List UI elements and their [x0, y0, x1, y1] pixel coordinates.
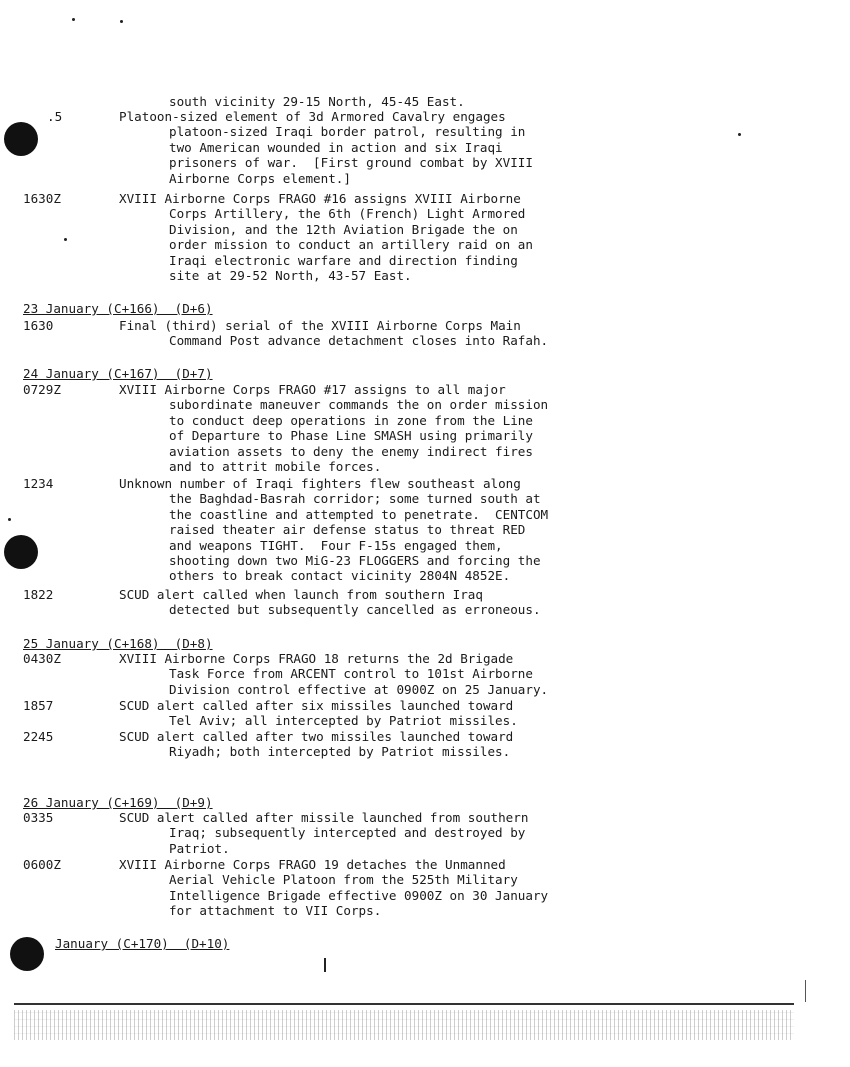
entry-line: XVIII Airborne Corps FRAGO 19 detaches the Unmanned	[119, 857, 506, 872]
entry-time: 2245	[23, 729, 54, 744]
entry-line: aviation assets to deny the enemy indirect fires	[169, 443, 533, 459]
entry-line: Platoon-sized element of 3d Armored Cavalry engages	[119, 109, 506, 124]
entry-line: Iraqi electronic warfare and direction finding	[169, 252, 518, 268]
speck	[120, 20, 123, 23]
entry-time: 1630	[23, 318, 54, 333]
entry-line: Iraq; subsequently intercepted and destroyed by	[169, 825, 526, 841]
entry-time: 1234	[23, 476, 54, 491]
entry-line: XVIII Airborne Corps FRAGO 18 returns the 2d Brigade	[119, 651, 514, 666]
entry-time: .5	[47, 109, 63, 124]
entry-line: SCUD alert called after six missiles launched toward	[119, 698, 514, 713]
entry-line: others to break contact vicinity 2804N 4852E.	[169, 568, 511, 584]
date-heading-27-january: January (C+170) (D+10)	[55, 936, 230, 951]
entry-line: south vicinity 29-15 North, 45-45 East.	[169, 94, 465, 109]
entry-line: Task Force from ARCENT control to 101st Airborne	[169, 666, 533, 682]
speck	[64, 238, 67, 241]
entry-line: SCUD alert called after two missiles launched toward	[119, 729, 514, 744]
entry-line: to conduct deep operations in zone from the Line	[169, 412, 533, 428]
entry-line: Riyadh; both intercepted by Patriot missiles.	[169, 744, 511, 760]
entry-line: subordinate maneuver commands the on order mission	[169, 397, 549, 413]
scan-noise	[14, 1010, 794, 1040]
entry-line: for attachment to VII Corps.	[169, 903, 382, 919]
entry-line: platoon-sized Iraqi border patrol, resulting in	[169, 124, 526, 140]
entry-line: the Baghdad-Basrah corridor; some turned south at	[169, 491, 541, 507]
entry-line: Corps Artillery, the 6th (French) Light Armored	[169, 206, 526, 222]
hole-punch-bottom	[10, 937, 44, 971]
entry-time: 0335	[23, 810, 54, 825]
entry-line: prisoners of war. [First ground combat by XVIII	[169, 155, 533, 171]
speck	[8, 518, 11, 521]
entry-line: Patriot.	[169, 840, 230, 856]
entry-line: detected but subsequently cancelled as erroneous.	[169, 602, 541, 618]
entry-line: XVIII Airborne Corps FRAGO #16 assigns XVIII Airborne	[119, 191, 521, 206]
entry-line: Intelligence Brigade effective 0900Z on 30 January	[169, 887, 549, 903]
speck	[72, 18, 75, 21]
entry-line: Division control effective at 0900Z on 25 January.	[169, 681, 549, 697]
entry-time: 1822	[23, 587, 54, 602]
stray-mark	[324, 958, 326, 972]
entry-time: 1630Z	[23, 191, 61, 206]
entry-line: two American wounded in action and six Iraqi	[169, 139, 503, 155]
entry-line: and weapons TIGHT. Four F-15s engaged them,	[169, 537, 503, 553]
entry-line: Unknown number of Iraqi fighters flew southeast along	[119, 476, 521, 491]
date-heading-23-january: 23 January (C+166) (D+6)	[23, 301, 213, 316]
entry-line: shooting down two MiG-23 FLOGGERS and forcing the	[169, 553, 541, 569]
entry-line: of Departure to Phase Line SMASH using primarily	[169, 428, 533, 444]
stray-mark	[805, 980, 806, 1002]
entry-line: raised theater air defense status to threat RED	[169, 522, 526, 538]
entry-line: Final (third) serial of the XVIII Airborne Corps Main	[119, 318, 521, 333]
entry-time: 1857	[23, 698, 54, 713]
hole-punch-top	[4, 122, 38, 156]
hole-punch-middle	[4, 535, 38, 569]
entry-line: and to attrit mobile forces.	[169, 459, 382, 475]
entry-line: Division, and the 12th Aviation Brigade the on	[169, 221, 518, 237]
entry-time: 0600Z	[23, 857, 61, 872]
entry-line: the coastline and attempted to penetrate. CENTCOM	[169, 506, 549, 522]
entry-line: Command Post advance detachment closes into Rafah.	[169, 333, 549, 349]
entry-line: Airborne Corps element.]	[169, 170, 351, 186]
bottom-rule	[14, 1003, 794, 1005]
date-heading-25-january: 25 January (C+168) (D+8)	[23, 636, 213, 651]
entry-line: Tel Aviv; all intercepted by Patriot missiles.	[169, 713, 518, 729]
date-heading-26-january: 26 January (C+169) (D+9)	[23, 795, 213, 810]
date-heading-24-january: 24 January (C+167) (D+7)	[23, 366, 213, 381]
entry-line: order mission to conduct an artillery raid on an	[169, 237, 533, 253]
entry-line: XVIII Airborne Corps FRAGO #17 assigns to all major	[119, 382, 506, 397]
entry-line: SCUD alert called after missile launched from southern	[119, 810, 529, 825]
entry-line: site at 29-52 North, 43-57 East.	[169, 268, 412, 284]
entry-time: 0430Z	[23, 651, 61, 666]
speck	[738, 133, 741, 136]
entry-line: Aerial Vehicle Platoon from the 525th Military	[169, 872, 518, 888]
entry-line: SCUD alert called when launch from southern Iraq	[119, 587, 483, 602]
entry-time: 0729Z	[23, 382, 61, 397]
